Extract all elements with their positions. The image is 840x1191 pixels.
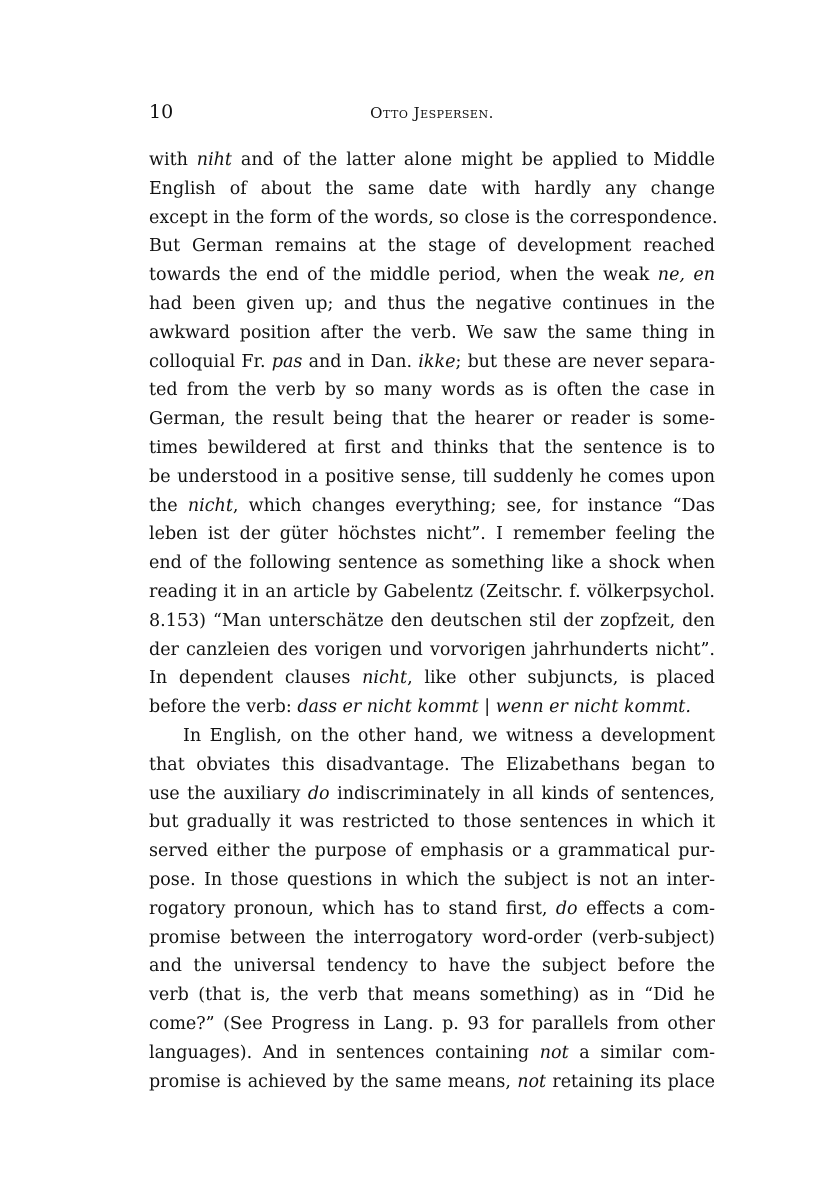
text-run: leben ist der güter höchstes nicht”. I remember feeling the (149, 524, 715, 545)
paragraph (149, 146, 718, 722)
text-run: except in the form of the words, so close is the correspondence. (149, 207, 718, 228)
italic-text: do (555, 898, 578, 919)
text-run: towards the end of the middle period, when the weak (149, 265, 658, 286)
page-number: 10 (149, 101, 174, 123)
text-run: be understood in a positive sense, till suddenly he comes upon (149, 466, 715, 487)
text-run: awkward position after the verb. We saw the same thing in (149, 322, 715, 343)
text-run: promise is achieved by the same means, (149, 1071, 518, 1092)
text-line (149, 1068, 715, 1097)
text-run: and the universal tendency to have the subject before the (149, 956, 715, 977)
text-line (149, 175, 715, 204)
text-line (149, 693, 715, 722)
text-line (149, 1010, 715, 1039)
text-run: English of about the same date with hardly any change (149, 178, 715, 199)
text-run: served either the purpose of emphasis or a grammatical pur- (149, 841, 715, 862)
text-run: reading it in an article by Gabelentz (Zeitschr. f. völkerpsychol. (149, 581, 715, 602)
italic-text: dass er nicht kommt | wenn er nicht kommt. (297, 697, 691, 718)
text-run: der canzleien des vorigen und vorvorigen jahrhunderts nicht”. (149, 639, 715, 660)
text-run: verb (that is, the verb that means something) as in “Did he (149, 985, 715, 1006)
text-line (149, 808, 715, 837)
text-line (149, 146, 715, 175)
text-line (149, 924, 715, 953)
text-line (149, 232, 715, 261)
text-run: In English, on the other hand, we witness a development (183, 725, 715, 746)
italic-text: not (517, 1071, 547, 1092)
text-run: colloquial Fr. (149, 351, 272, 372)
text-run: retaining its place (546, 1071, 715, 1092)
text-line (149, 405, 715, 434)
text-run: In dependent clauses (149, 668, 363, 689)
text-run: , like other subjuncts, is placed (407, 668, 716, 689)
text-run: , which changes everything; see, for instance “Das (232, 495, 715, 516)
italic-text: ikke (418, 351, 456, 372)
italic-text: nicht (187, 495, 233, 516)
text-run: had been given up; and thus the negative continues in the (149, 293, 715, 314)
text-run: rogatory pronoun, which has to stand first, (149, 898, 556, 919)
italic-text: ne, en (657, 265, 715, 286)
text-run: promise between the interrogatory word-order (verb-subject) (149, 927, 715, 948)
text-run: 8.153) “Man unterschätze den deutschen stil der zopfzeit, den (149, 610, 715, 631)
text-run: pose. In those questions in which the subject is not an inter- (149, 869, 715, 890)
text-line (149, 578, 715, 607)
text-line (149, 607, 715, 636)
text-line (149, 376, 715, 405)
text-run: the (149, 495, 188, 516)
text-line (149, 895, 715, 924)
text-line (149, 722, 715, 751)
text-run: but gradually it was restricted to those sentences in which it (149, 812, 715, 833)
text-line (149, 290, 715, 319)
text-run: that obviates this disadvantage. The Elizabethans began to (149, 754, 715, 775)
page-header (149, 98, 715, 128)
text-line (149, 549, 715, 578)
text-run: indiscriminately in all kinds of sentences, (329, 783, 715, 804)
text-run: ted from the verb by so many words as is often the case in (149, 380, 715, 401)
body-text (149, 146, 718, 1096)
text-run: and of the latter alone might be applied to Middle (231, 150, 715, 170)
italic-text: pas (271, 351, 303, 372)
text-line (149, 204, 718, 233)
text-line (149, 520, 715, 549)
text-run: end of the following sentence as something like a shock when (149, 553, 715, 574)
text-run: German, the result being that the hearer or reader is some- (149, 409, 715, 430)
text-run: ; but these are never separa- (455, 351, 715, 372)
text-line (149, 751, 715, 780)
text-line (149, 492, 715, 521)
text-line (149, 319, 715, 348)
text-run: and in Dan. (302, 351, 419, 372)
paragraph (149, 722, 715, 1096)
italic-text: do (307, 783, 330, 804)
italic-text: niht (196, 150, 232, 170)
text-run: effects a com- (577, 898, 715, 919)
italic-text: nicht (362, 668, 408, 689)
text-run: use the auxiliary (149, 783, 308, 804)
text-run: a similar com- (568, 1042, 715, 1063)
text-line (149, 348, 715, 377)
text-line (149, 837, 715, 866)
text-run: come?” (See Progress in Lang. p. 93 for parallels from other (149, 1013, 715, 1034)
text-run: languages). And in sentences containing (149, 1042, 540, 1063)
text-run: times bewildered at first and thinks that the sentence is to (149, 437, 715, 458)
text-line (149, 780, 715, 809)
text-line (149, 434, 715, 463)
text-line (149, 866, 715, 895)
text-run: with (149, 150, 197, 170)
running-head: Otto Jespersen. (370, 104, 494, 122)
text-line (149, 981, 715, 1010)
text-line (149, 1039, 715, 1068)
text-line (149, 664, 715, 693)
text-line (149, 463, 715, 492)
italic-text: not (539, 1042, 569, 1063)
text-run: But German remains at the stage of development reached (149, 236, 715, 257)
text-line (149, 261, 715, 290)
text-run: before the verb: (149, 697, 298, 718)
text-line (149, 952, 715, 981)
text-line (149, 636, 715, 665)
